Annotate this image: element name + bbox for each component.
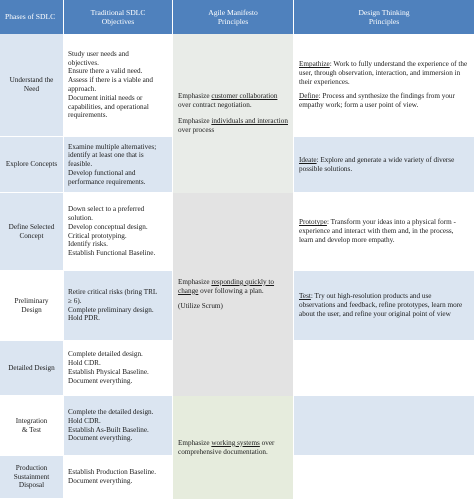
- header-agile-principles: Agile Manifesto Principles: [173, 0, 294, 34]
- design-preliminary-design: [294, 271, 474, 341]
- agile-principle-working-systems: [178, 439, 288, 457]
- design-text: : Transform your ideas into a physical form - experience and interact with them and, in the process, learn and develop more empathy.: [299, 218, 456, 244]
- agile-group-change: [173, 193, 294, 396]
- objective-line: objectives.: [68, 58, 99, 67]
- design-prototype: [299, 218, 469, 244]
- agile-emphasis: responding quickly to change: [178, 277, 275, 295]
- objective-line: feasible.: [68, 160, 93, 169]
- design-term: Ideate: [299, 155, 317, 164]
- objective-line: approach.: [68, 85, 97, 93]
- objective-line: Hold CDR.: [68, 359, 101, 368]
- phase-detailed-design: Detailed Design: [0, 341, 64, 396]
- design-test: [299, 292, 469, 318]
- phase-explore-concepts: Explore Concepts: [0, 137, 64, 193]
- objective-line: Hold CDR.: [68, 416, 101, 425]
- objective-line: Establish Physical Baseline.: [68, 368, 149, 376]
- header-phases: Phases of SDLC: [0, 0, 64, 34]
- design-text: : Process and synthesize the findings from your empathy work; form a user point of view.: [299, 92, 455, 110]
- agile-emphasis: customer collaboration: [211, 92, 278, 101]
- objectives-understand-need: [64, 34, 173, 137]
- agile-text: Emphasize: [178, 277, 212, 286]
- design-term: Prototype: [299, 218, 327, 227]
- objective-line: requirements.: [68, 111, 108, 120]
- phase-integration-test: Integration & Test: [0, 396, 64, 456]
- objective-line: ≥ 6).: [68, 296, 82, 305]
- design-text: : Work to fully understand the experience of the user, through observation, interaction, and immersion in their experiences.: [299, 60, 468, 86]
- header-sdlc-objectives: Traditional SDLC Objectives: [64, 0, 173, 34]
- objective-line: Complete preliminary design.: [68, 305, 154, 314]
- objective-line: Establish Functional Baseline.: [68, 249, 156, 258]
- design-text: : Try out high-resolution products and use observations and feedback, refine prototypes, learn more about the user, and refine your original point of view: [299, 292, 463, 318]
- objective-line: Complete the detailed design.: [68, 407, 154, 416]
- objective-line: Assess if there is a viable and: [68, 76, 154, 85]
- design-define-concept: [294, 193, 474, 271]
- objectives-detailed-design: [64, 341, 173, 396]
- agile-text: over comprehensive documentation.: [178, 438, 275, 456]
- objective-line: Hold PDR.: [68, 314, 100, 323]
- agile-group-collaboration: [173, 34, 294, 193]
- design-empathize: [299, 60, 469, 86]
- objective-line: Document initial needs or: [68, 93, 143, 102]
- objective-line: Establish Production Baseline.: [68, 468, 157, 477]
- objective-line: identify at least one that is: [68, 151, 144, 160]
- objective-line: Study user needs and: [68, 49, 129, 58]
- objective-line: Complete detailed design.: [68, 350, 143, 359]
- objective-line: Develop conceptual design.: [68, 222, 148, 231]
- design-term: Empathize: [299, 60, 330, 69]
- phase-define-concept: Define Selected Concept: [0, 193, 64, 271]
- agile-principle-individuals: [178, 117, 288, 135]
- agile-group-working-systems: [173, 396, 294, 499]
- objective-line: solution.: [68, 213, 93, 222]
- objective-line: Down select to a preferred: [68, 205, 145, 214]
- objective-line: Identify risks.: [68, 240, 108, 249]
- design-explore-concepts: [294, 137, 474, 193]
- agile-emphasis: individuals and interaction: [211, 117, 288, 125]
- objective-line: Critical prototyping.: [68, 231, 127, 240]
- objectives-production: [64, 456, 173, 499]
- agile-text: Emphasize: [178, 438, 212, 447]
- agile-principle-collaboration: [178, 92, 288, 110]
- phase-preliminary-design: Preliminary Design: [0, 271, 64, 341]
- design-understand-need: [294, 34, 474, 137]
- objective-line: Ensure there a valid need.: [68, 67, 143, 76]
- objective-line: Document everything.: [68, 376, 133, 385]
- objective-line: Document everything.: [68, 434, 133, 443]
- agile-text: Emphasize: [178, 117, 212, 125]
- objectives-preliminary-design: [64, 271, 173, 341]
- objectives-explore-concepts: [64, 137, 173, 193]
- objective-line: Examine multiple alternatives;: [68, 142, 157, 151]
- objective-line: performance requirements.: [68, 177, 146, 186]
- agile-text: Emphasize: [178, 92, 212, 101]
- design-term: Test: [299, 292, 311, 301]
- agile-text: over process: [178, 125, 215, 134]
- agile-principle-change: [178, 278, 288, 296]
- objective-line: Document everything.: [68, 477, 133, 485]
- objective-line: capabilities, and operational: [68, 102, 149, 111]
- agile-scrum-note: (Utilize Scrum): [178, 302, 223, 311]
- agile-text: over contract negotiation.: [178, 101, 252, 110]
- design-integration-test: [294, 396, 474, 456]
- header-design-thinking: Design Thinking Principles: [294, 0, 474, 34]
- design-ideate: [299, 156, 469, 174]
- phase-understand-need: Understand the Need: [0, 34, 64, 137]
- design-production: [294, 456, 474, 499]
- objective-line: Retire critical risks (bring TRL: [68, 287, 158, 296]
- design-define: [299, 92, 469, 110]
- agile-emphasis: working systems: [211, 438, 260, 447]
- objectives-define-concept: [64, 193, 173, 271]
- objective-line: Develop functional and: [68, 168, 136, 177]
- design-term: Define: [299, 92, 319, 101]
- objectives-integration-test: [64, 396, 173, 456]
- objective-line: Establish As-Built Baseline.: [68, 425, 149, 434]
- phase-production: Production Sustainment Disposal: [0, 456, 64, 499]
- agile-text: over following a plan.: [198, 286, 264, 295]
- design-text: : Explore and generate a wide variety of diverse possible solutions.: [299, 155, 455, 173]
- design-detailed-design: [294, 341, 474, 396]
